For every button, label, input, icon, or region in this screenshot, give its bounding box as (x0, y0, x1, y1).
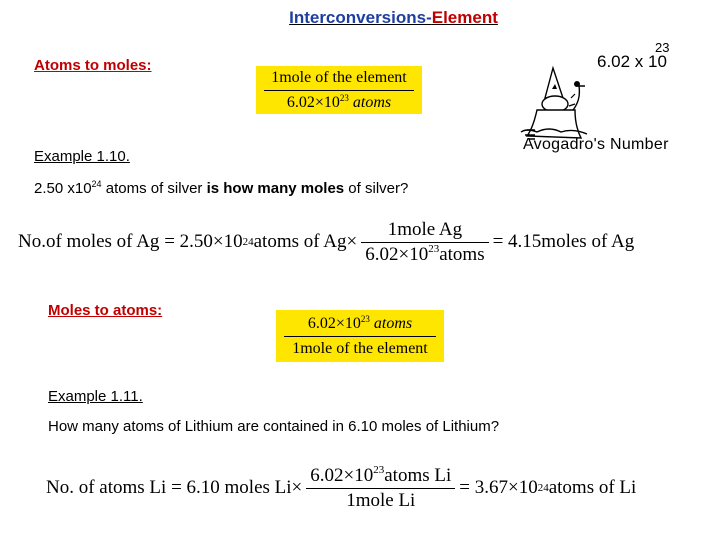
factor2-bar (284, 336, 435, 337)
example-1-10-question: 2.50 $x10^{24}$ atoms of silver is how many moles of silver? (34, 179, 409, 197)
avogadro-number: 6.02 x 10 (597, 52, 667, 71)
example-1-11-label: Example 1.11. (48, 388, 143, 405)
title-part-1: Interconversions- (289, 8, 432, 27)
factor-bar (264, 90, 413, 91)
example-1-10-label: Example 1.10. (34, 148, 130, 165)
eq2-fraction: $\frac{6.02\times 10^{23}atoms Li}{\text{1mole Li}}$ (306, 465, 455, 512)
avogadro-exponent: 23 (655, 40, 670, 55)
factor-denominator: $6.02\times 10^{23}$ atoms (286, 92, 392, 111)
avogadro-caption: Avogadro's Number (523, 136, 669, 153)
atoms-to-moles-heading: Atoms to moles: (34, 57, 152, 74)
moles-to-atoms-factor (276, 310, 444, 362)
factor-numerator: 1mole of the element (271, 68, 407, 86)
example-1-11-question: How many atoms of Lithium are contained in 6.10 moles of Lithium? (48, 418, 500, 435)
atoms-to-moles-factor (256, 66, 422, 114)
title-part-2: Element (431, 8, 498, 27)
page-title (0, 8, 720, 28)
eq1-fraction: $\frac{\text{1mole Ag}}{6.02\times 10^{23}atoms}$ (361, 219, 488, 266)
factor2-denominator: 1mole of the element (292, 339, 428, 357)
moles-to-atoms-heading: Moles to atoms: (48, 302, 163, 319)
factor2-numerator: $6.02\times 10^{23}$ atoms (307, 313, 413, 332)
example-1-11-equation: No. of atoms Li = 6.10 moles Li× $\frac{6.02\times 10^{23}atoms Li}{\text{1mole Li}}$ = 3.67×10 24 atoms of Li (46, 463, 637, 511)
avogadro-illustration (515, 40, 690, 160)
example-1-10-equation: No.of moles of Ag = 2.50×10 24 atoms of Ag× $\frac{\text{1mole Ag}}{6.02\times 10^{23}atoms}$ = 4.15moles of Ag (18, 218, 635, 265)
